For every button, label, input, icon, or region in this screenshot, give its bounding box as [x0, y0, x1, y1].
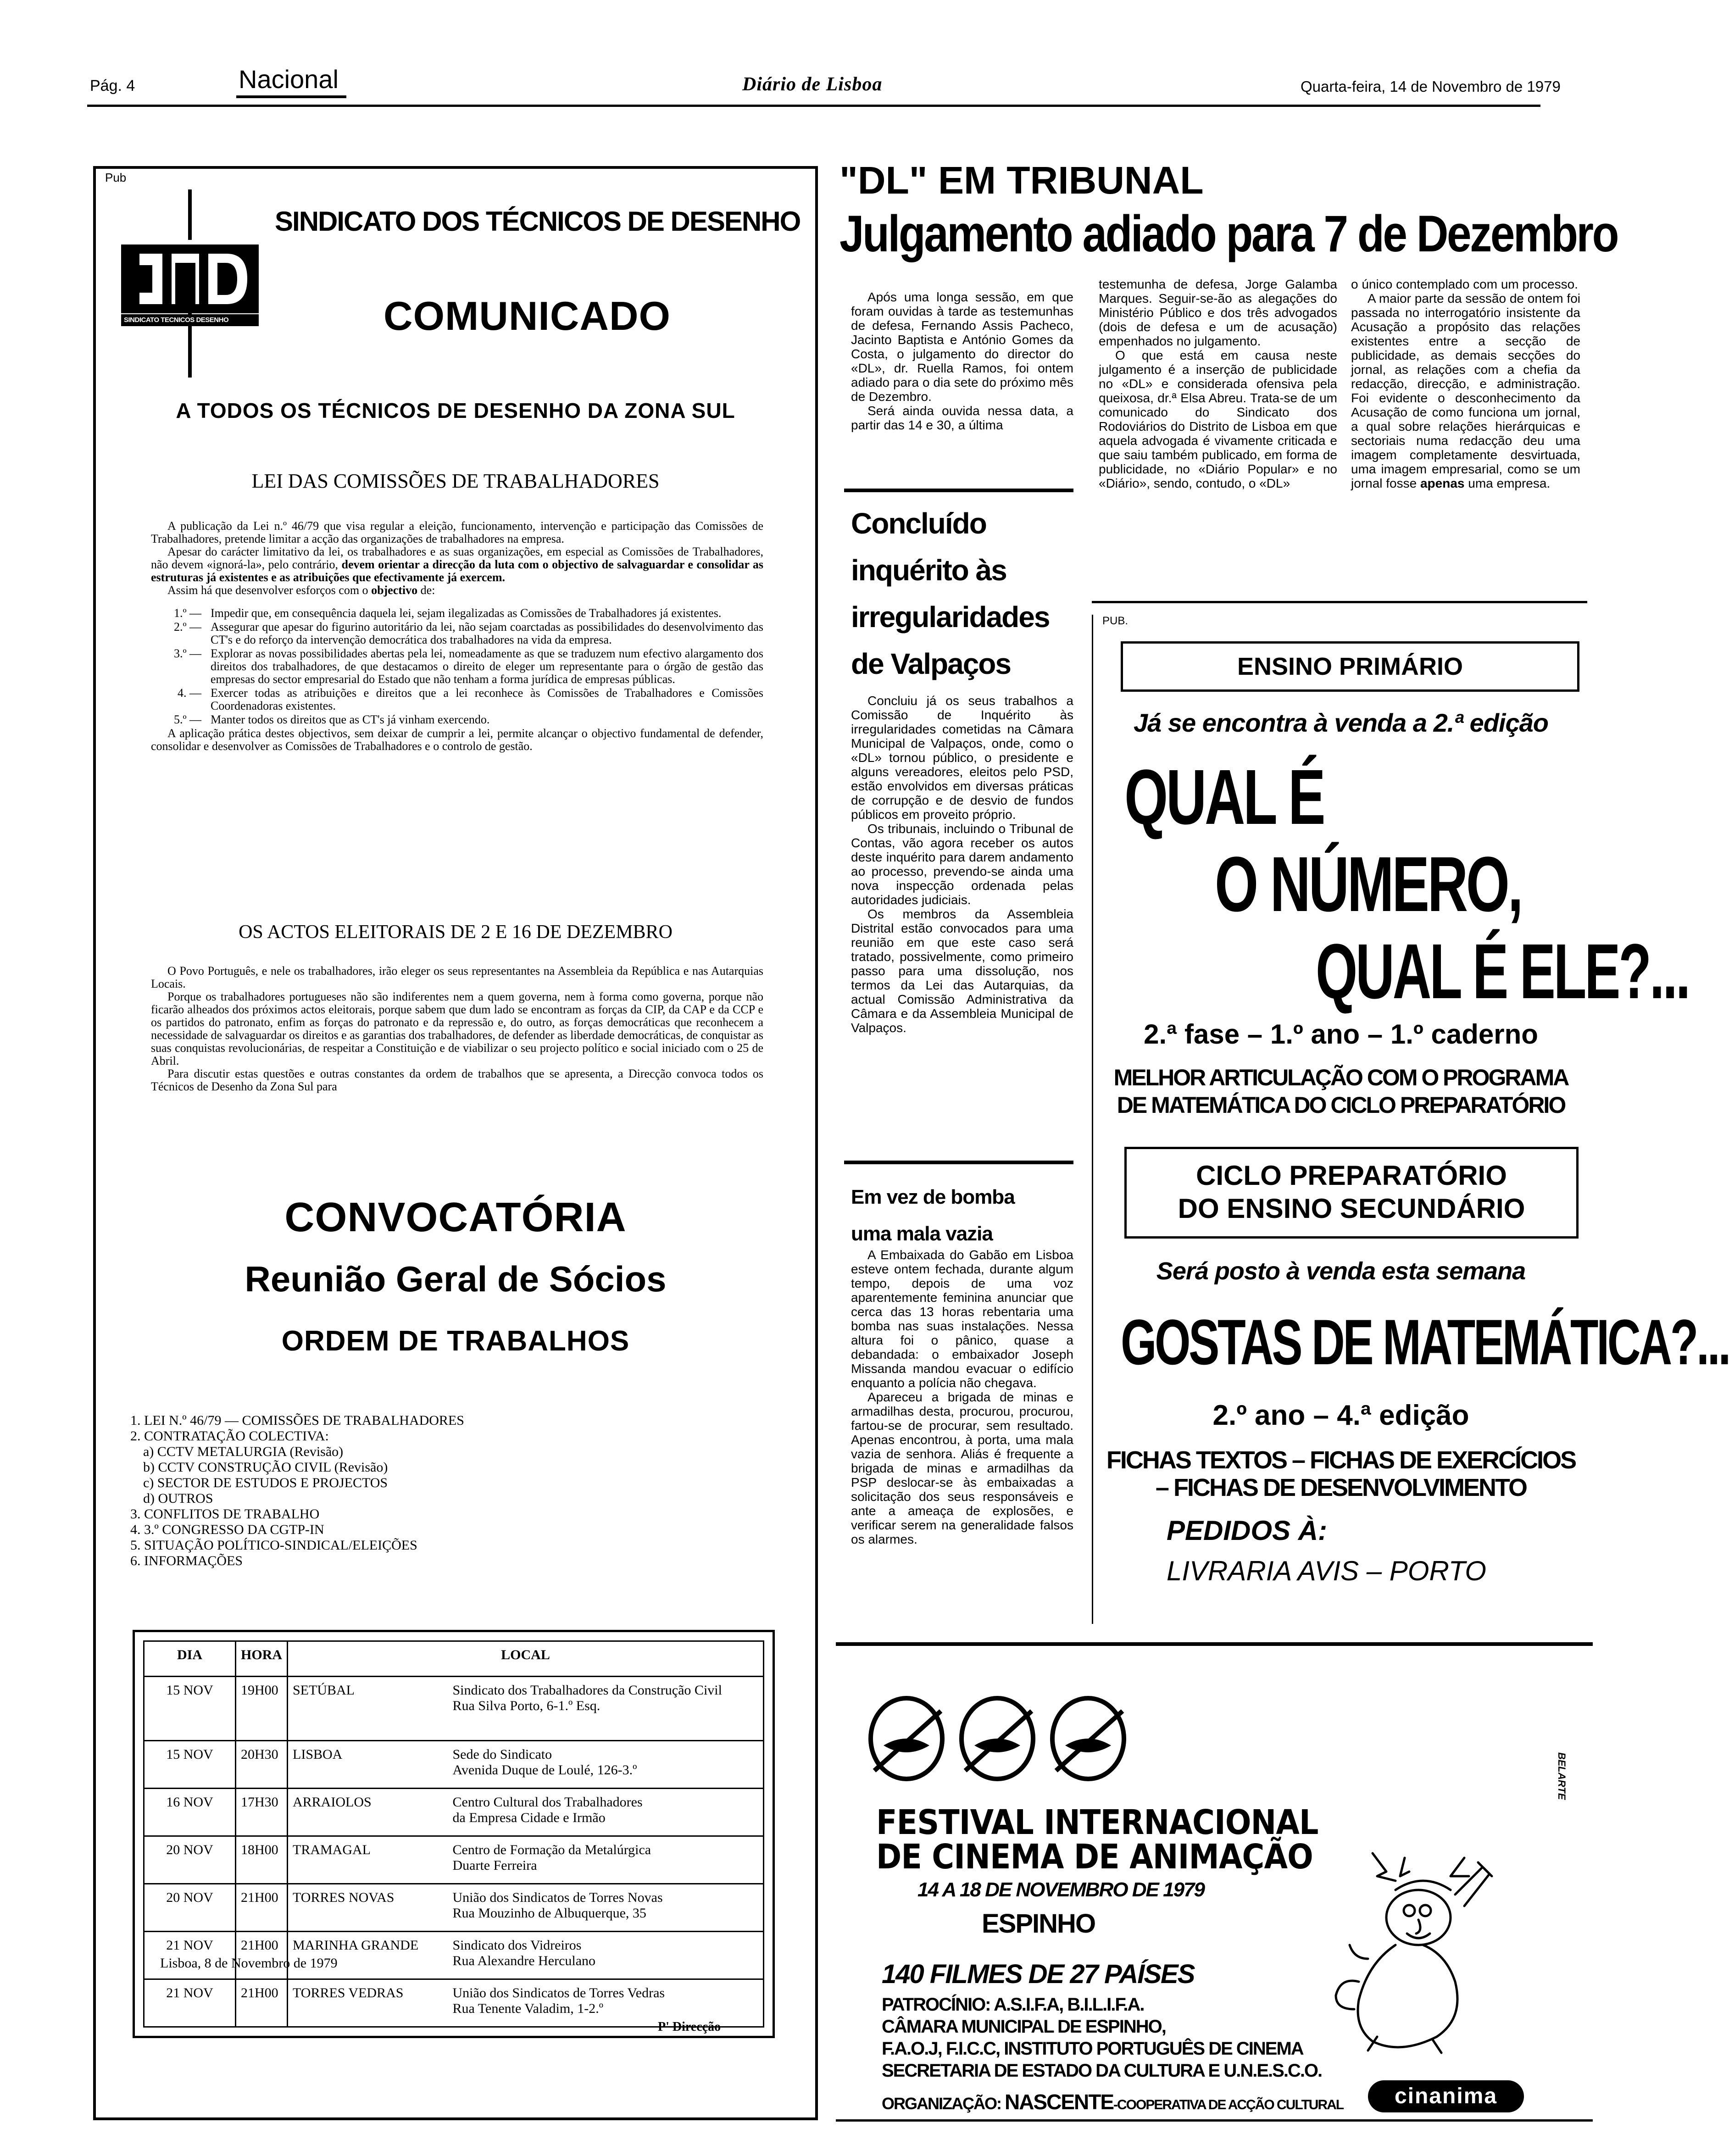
article-kicker: "DL" EM TRIBUNAL: [839, 159, 1204, 202]
table-row: [144, 1884, 764, 1932]
brief1-body: [851, 694, 1073, 1035]
objective-number: 4. —: [178, 686, 201, 700]
agenda-list: [130, 1413, 464, 1569]
objective-text: Manter todos os direitos que as CT's já vinham exercendo.: [211, 713, 490, 726]
address-line: União dos Sindicatos de Torres Novas: [452, 1890, 663, 1905]
cinanima-brand: cinanima: [1394, 2084, 1498, 2108]
union-logo-icon: [121, 189, 259, 378]
agenda-item: 5. SITUAÇÃO POLÍTICO-SINDICAL/ELEIÇÕES: [130, 1538, 417, 1553]
address-line: Rua Mouzinho de Albuquerque, 35: [452, 1906, 646, 1921]
objective-number: 2.º —: [173, 620, 201, 633]
address-line: da Empresa Cidade e Irmão: [452, 1810, 606, 1825]
table-row: [144, 1789, 764, 1836]
agenda-subitem: d) OUTROS: [143, 1491, 213, 1506]
page-bottom-rule: [836, 2119, 1593, 2122]
law-paragraph-2: [151, 545, 763, 584]
brief1-headline: [851, 500, 1049, 687]
primary-school-label: ENSINO PRIMÁRIO: [1237, 653, 1463, 680]
cell-dia: 15 NOV: [144, 1741, 236, 1789]
cell-address: [448, 1932, 764, 1979]
article-text: A maior parte da sessão de ontem foi passada no interrogatório insistente da Acusação a propósito das relações existentes entre a secção de publicidade, as demais secções do jornal, as relações com a chefia da redacção, direcção, e administração. Foi evidente o desconhecimento da Acusação de como funciona um jornal, a qual sobre relações hierárquicas e sectoriais numa redacção deu uma imagem completamente desvirtuada, uma imagem empresarial, como se um jornal fosse: [1351, 291, 1580, 490]
objective-number: 5.º —: [173, 713, 201, 726]
brief2-headline: [851, 1179, 1015, 1252]
brief2-headline-line: Em vez de bomba: [851, 1186, 1015, 1208]
acts-paragraph-3: Para discutir estas questões e outras constantes da ordem de trabalhos que se apresenta, a Direcção convoca todos os Técnicos de Desenho da Zona Sul para: [151, 1067, 763, 1093]
agenda-item: 1. LEI N.º 46/79 — COMISSÕES DE TRABALHADORES: [130, 1413, 464, 1428]
comunicado-title: COMUNICADO: [384, 293, 671, 339]
cell-place: TORRES VEDRAS: [288, 1979, 448, 2027]
cell-address: [448, 1789, 764, 1836]
acts-text: [151, 965, 763, 1093]
table-row: [144, 1741, 764, 1789]
signoff: P' Direcção: [658, 2020, 721, 2034]
festival-logo-icons: [865, 1693, 1131, 1784]
cell-hora: 20H30: [236, 1741, 288, 1789]
signoff-date: Lisboa, 8 de Novembro de 1979: [160, 1956, 338, 1971]
cell-address: [448, 1836, 764, 1884]
address-line: União dos Sindicatos de Torres Vedras: [452, 1985, 665, 2000]
cell-dia: 15 NOV: [144, 1677, 236, 1741]
brief1-headline-line: inquérito às: [851, 554, 1006, 587]
cell-hora: 19H00: [236, 1677, 288, 1741]
article-paragraph: testemunha de defesa, Jorge Galamba Marques. Seguir-se-ão as alegações do Ministério Público e dos três advogados (dois de defesa e um de acusação) empenhados no julgamento.: [1099, 277, 1337, 348]
law-p2-b: devem orientar a direcção da luta com o objectivo de salvaguardar e consolidar as estruturas já existentes e as atribuições que efectivamente já exercem.: [151, 558, 763, 584]
cartoon-illustration-icon: [1327, 1844, 1519, 2055]
cell-place: ARRAIOLOS: [288, 1789, 448, 1836]
address-line: Avenida Duque de Loulé, 126-3.º: [452, 1762, 637, 1778]
book-subtitle-4b: – FICHAS DE DESENVOLVIMENTO: [1155, 1474, 1527, 1501]
objective-item: [151, 713, 763, 726]
brief-divider: [844, 1161, 1073, 1164]
agenda-item: 3. CONFLITOS DE TRABALHO: [130, 1506, 320, 1522]
book-ad: [1092, 615, 1729, 1624]
objective-item: [151, 607, 763, 620]
objective-item: [151, 621, 763, 646]
festival-line-2: DE CINEMA DE ANIMAÇÃO: [876, 1837, 1313, 1877]
address-line: Centro de Formação da Metalúrgica: [452, 1842, 651, 1857]
cell-place: TORRES NOVAS: [288, 1884, 448, 1932]
cell-hora: 21H00: [236, 1979, 288, 2027]
acts-paragraph-2: Porque os trabalhadores portugueses não são indiferentes nem a quem governa, nem à forma como governa, porque não ficarão alheados dos próximos actos eleitorais, porque sabem que dum lado se encontram as forças da CIP, da CAP e da CCP e os partidos do patronato, enfim as forças do patronato e da repressão e, do outro, as forças democráticas que reconhecem a necessidade de salvaguardar os direitos e as garantias dos trabalhadores, de defender as liberdade democráticas, de conquistar as suas conquistas revolucionárias, de respeitar a Constituição e de viabilizar o seu projecto político e social iniciado com o 25 de Abril.: [151, 990, 763, 1067]
section-underline: [236, 95, 346, 98]
book-title-4: GOSTAS DE MATEMÁTICA?...: [1121, 1306, 1729, 1378]
festival-organizer: [882, 2089, 1343, 2114]
objective-text: Assegurar que apesar do figurino autoritário da lei, não sejam coarctadas as possibilidades do desenvolvimento das CT's e do reforço da intervenção democrática dos trabalhadores na vida da empresa.: [211, 620, 763, 646]
law-text: [151, 520, 763, 753]
agenda-subitem: b) CCTV CONSTRUÇÃO CIVIL (Revisão): [143, 1460, 388, 1475]
address-line: Sede do Sindicato: [452, 1747, 552, 1762]
table-row: [144, 1677, 764, 1741]
festival-ad: [836, 1651, 1593, 2128]
festival-line-1: FESTIVAL INTERNACIONAL: [876, 1803, 1318, 1842]
cell-dia: 21 NOV: [144, 1979, 236, 2027]
law-p2-a: Apesar do carácter limitativo da lei, os trabalhadores e as suas organizações, em especial as Comissões de Trabalhadores, não devem «ignorá-la», pelo contrário,: [151, 545, 763, 571]
pub-label: PUB.: [1102, 615, 1129, 627]
convocatoria-title: CONVOCATÓRIA: [284, 1195, 627, 1240]
column-rule: [844, 489, 1073, 492]
meeting-title: Reunião Geral de Sócios: [245, 1259, 667, 1299]
law-p3-a: Assim há que desenvolver esforços com o: [167, 583, 372, 597]
festival-films: 140 FILMES DE 27 PAÍSES: [882, 1959, 1195, 1989]
cell-hora: 17H30: [236, 1789, 288, 1836]
address-line: Rua Alexandre Herculano: [452, 1953, 596, 1968]
union-ad: [93, 166, 818, 2120]
article-paragraph: o único contemplado com um processo.: [1351, 277, 1578, 291]
book-subtitle-2a: MELHOR ARTICULAÇÃO COM O PROGRAMA: [1113, 1065, 1568, 1090]
schedule-table-wrap: [133, 1630, 775, 2038]
article-col-3: [1351, 277, 1580, 490]
page-header: [0, 0, 1615, 101]
article-col-1: [851, 290, 1073, 432]
schedule-header-row: [144, 1641, 764, 1677]
cell-dia: 21 NOV: [144, 1932, 236, 1979]
cinanima-logo: [1368, 2080, 1524, 2112]
festival-dates: 14 A 18 DE NOVEMBRO DE 1979: [917, 1878, 1204, 1901]
cell-hora: 18H00: [236, 1836, 288, 1884]
objective-item: [151, 687, 763, 712]
agenda-item: 6. INFORMAÇÕES: [130, 1553, 243, 1568]
brief1-paragraph: Os membros da Assembleia Distrital estão convocados para uma reunião em que este caso será tratado, possivelmente, como primeiro passo para uma dissolução, nos termos da Lei das Autarquias, da actual Comissão Administrativa da Câmara e da Assembleia Municipal de Valpaços.: [851, 907, 1073, 1035]
article-paragraph: [1351, 291, 1580, 490]
orders-label: PEDIDOS À:: [1167, 1515, 1328, 1546]
cell-hora: 21H00: [236, 1884, 288, 1932]
book-title-1: QUAL É: [1124, 754, 1324, 841]
article-paragraph: Será ainda ouvida nessa data, a partir das 14 e 30, a última: [851, 404, 1073, 432]
agenda-title: ORDEM DE TRABALHOS: [281, 1325, 630, 1357]
festival-sponsor-1: PATROCÍNIO: A.S.I.F.A, B.I.L.I.F.A.: [882, 1995, 1144, 2015]
agenda-subitem: a) CCTV METALURGIA (Revisão): [143, 1444, 344, 1459]
address-line: Sindicato dos Trabalhadores da Construção Civil: [452, 1683, 722, 1698]
address-line: Rua Tenente Valadim, 1-2.º: [452, 2001, 604, 2016]
article-paragraph: O que está em causa neste julgamento é a inserção de publicidade no «DL» e considerada ofensiva pela queixosa, dr.ª Elsa Abreu. Trata-se de um comunicado do Sindicato dos Rodoviários do Distrito de Lisboa em que aquela advogada é vivamente criticada e que saiu também publicado, em forma de publicidade, no «Diário Popular» e no «Diário», sendo, contudo, o «DL»: [1099, 348, 1337, 490]
secondary-school-line: CICLO PREPARATÓRIO: [1196, 1160, 1507, 1191]
address-line: Duarte Ferreira: [452, 1858, 537, 1873]
acts-paragraph-1: O Povo Português, e nele os trabalhadores, irão eleger os seus representantes na Assembleia da República e nas Autarquias Locais.: [151, 964, 763, 990]
article-paragraph: Após uma longa sessão, em que foram ouvidas à tarde as testemunhas de defesa, Fernando Assis Pacheco, Jacinto Baptista e António Gomes da Costa, o julgamento do director do «DL», dr. Ruella Ramos, foi ontem adiado para o dia sete do próximo mês de Dezembro.: [851, 290, 1073, 404]
law-paragraph-4: A aplicação prática destes objectivos, sem deixar de cumprir a lei, permite alcançar o objectivo fundamental de defender, consolidar e desenvolver as Comissões de Trabalhadores e o controlo de gestão.: [151, 727, 763, 753]
brief1-paragraph: Concluiu já os seus trabalhos a Comissão de Inquérito às irregularidades cometidas na Câmara Municipal de Valpaços, onde, como o «DL» tornou público, o presidente e alguns vereadores, eleitos pelo PSD, estão envolvidos em diversas práticas de corrupção e de desvio de fundos públicos em proveito próprio.: [851, 694, 1073, 822]
table-row: [144, 1836, 764, 1884]
cell-dia: 20 NOV: [144, 1884, 236, 1932]
col-hora: HORA: [236, 1641, 288, 1677]
brief2-body: [851, 1248, 1073, 1546]
cell-address: [448, 1677, 764, 1741]
objective-number: 1.º —: [173, 606, 201, 620]
objective-text: Explorar as novas possibilidades abertas pela lei, nomeadamente as que se traduzem num efectivo alargamento dos direitos dos trabalhadores, de que destacamos o direito de eleger um representante para o órgão de gestão das empresas do sector empresarial do Estado que não tenham a forma jurídica de empresas públicas.: [211, 647, 763, 686]
cell-hora: 21H00: [236, 1932, 288, 1979]
festival-sponsor-3: F.A.O.J, F.I.C.C, INSTITUTO PORTUGUÊS DE CINEMA: [882, 2039, 1303, 2059]
festival-city: ESPINHO: [982, 1909, 1095, 1939]
objective-text: Exercer todas as atribuições e direitos que a lei reconhece às Comissões de Trabalhadores e Comissões Coordenadoras existentes.: [211, 686, 763, 712]
organizer-desc: -COOPERATIVA DE ACÇÃO CULTURAL: [1113, 2097, 1344, 2112]
article-text: uma empresa.: [1464, 476, 1551, 490]
brief2-headline-line: uma mala vazia: [851, 1222, 993, 1245]
brief1-headline-line: Concluído: [851, 507, 986, 540]
cell-address: [448, 1884, 764, 1932]
brief1-headline-line: irregularidades: [851, 600, 1050, 633]
newspaper-name: Diário de Lisboa: [742, 74, 883, 95]
book-subtitle-1: 2.ª fase – 1.º ano – 1.º caderno: [1144, 1019, 1538, 1050]
pub-label: Pub: [105, 171, 127, 184]
section-title: Nacional: [239, 65, 339, 94]
book-subtitle-3: 2.º ano – 4.ª edição: [1212, 1400, 1469, 1431]
address-line: Sindicato dos Vidreiros: [452, 1938, 582, 1953]
artist-signature: BELARTE: [1556, 1752, 1568, 1800]
book-title-2: O NÚMERO,: [1215, 841, 1522, 928]
brief1-paragraph: Os tribunais, incluindo o Tribunal de Contas, vão agora receber os autos deste inquérito para darem andamento ao processo, prevendo-se ainda uma nova inspecção ordenada pelas autoridades judiciais.: [851, 822, 1073, 907]
issue-date: Quarta-feira, 14 de Novembro de 1979: [1301, 78, 1561, 95]
objectives-list: [151, 607, 763, 726]
primary-school-box: [1121, 641, 1579, 692]
cell-dia: 16 NOV: [144, 1789, 236, 1836]
book-title-3: QUAL É ELE?...: [1316, 928, 1689, 1015]
agenda-item: 4. 3.º CONGRESSO DA CGTP-IN: [130, 1522, 324, 1537]
address-line: Centro Cultural dos Trabalhadores: [452, 1795, 643, 1810]
cell-dia: 20 NOV: [144, 1836, 236, 1884]
header-rule: [87, 105, 1540, 107]
book-subtitle-4a: FICHAS TEXTOS – FICHAS DE EXERCÍCIOS: [1106, 1446, 1576, 1474]
law-p3-c: de:: [417, 583, 435, 597]
cell-place: LISBOA: [288, 1741, 448, 1789]
book-subtitle-2b: DE MATEMÁTICA DO CICLO PREPARATÓRIO: [1117, 1092, 1565, 1118]
festival-sponsor-4: SECRETARIA DE ESTADO DA CULTURA E U.N.E.S.C.O.: [882, 2061, 1322, 2081]
edition-note: Já se encontra à venda a 2.ª edição: [1134, 708, 1548, 737]
union-name: SINDICATO DOS TÉCNICOS DE DESENHO: [275, 206, 801, 237]
law-paragraph-3: [151, 584, 763, 597]
article-col-2: [1099, 277, 1337, 490]
festival-sponsor-2: CÂMARA MUNICIPAL DE ESPINHO,: [882, 2017, 1166, 2037]
secondary-school-line: DO ENSINO SECUNDÁRIO: [1178, 1193, 1525, 1224]
organizer-label: ORGANIZAÇÃO:: [882, 2094, 1005, 2113]
logo-caption: SINDICATO TECNICOS DESENHO: [124, 316, 229, 324]
col-dia: DIA: [144, 1641, 236, 1677]
law-paragraph-1: A publicação da Lei n.º 46/79 que visa regular a eleição, funcionamento, intervenção e participação das Comissões de Trabalhadores, pretende limitar a acção das organizações de trabalhadores na empresa.: [151, 519, 763, 545]
page-number: Pág. 4: [90, 77, 135, 94]
law-p3-b: objectivo: [371, 583, 418, 597]
shop-name: LIVRARIA AVIS – PORTO: [1167, 1556, 1486, 1586]
column-rule: [1092, 601, 1587, 603]
addressed-line: A TODOS OS TÉCNICOS DE DESENHO DA ZONA SUL: [176, 399, 735, 422]
organizer-name: NASCENTE: [1004, 2090, 1114, 2114]
agenda-item: 2. CONTRATAÇÃO COLECTIVA:: [130, 1428, 329, 1444]
objective-item: [151, 647, 763, 686]
article-emphasis: apenas: [1420, 476, 1465, 490]
cell-place: SETÚBAL: [288, 1677, 448, 1741]
brief2-paragraph: Apareceu a brigada de minas e armadilhas desta, procurou, procurou, fartou-se de procurar, sem resultado. Apenas encontrou, à porta, uma mala vazia de senhora. Aliás é frequente a brigada de minas e armadilhas da PSP deslocar-se às embaixadas a solicitação dos seus responsáveis e ante a ameaça de explosões, e verificar serem na generalidade falsos os alarmes.: [851, 1390, 1073, 1546]
address-line: Rua Silva Porto, 6-1.º Esq.: [452, 1698, 600, 1713]
acts-heading: OS ACTOS ELEITORAIS DE 2 E 16 DE DEZEMBRO: [239, 922, 673, 943]
article-headline: Julgamento adiado para 7 de Dezembro: [839, 205, 1618, 262]
brief1-headline-line: de Valpaços: [851, 647, 1011, 680]
week-note: Será posto à venda esta semana: [1156, 1257, 1526, 1285]
col-local: LOCAL: [288, 1641, 764, 1677]
law-heading: LEI DAS COMISSÕES DE TRABALHADORES: [251, 470, 660, 492]
cell-address: [448, 1741, 764, 1789]
secondary-school-box: [1124, 1147, 1579, 1239]
objective-text: Impedir que, em consequência daquela lei, sejam ilegalizadas as Comissões de Trabalhadores já existentes.: [211, 606, 722, 620]
agenda-subitem: c) SECTOR DE ESTUDOS E PROJECTOS: [143, 1475, 388, 1490]
cell-place: TRAMAGAL: [288, 1836, 448, 1884]
festival-top-rule: [836, 1642, 1593, 1646]
objective-number: 3.º —: [173, 647, 201, 660]
brief2-paragraph: A Embaixada do Gabão em Lisboa esteve ontem fechada, durante algum tempo, depois de uma voz aparentemente feminina anunciar que cerca das 13 horas rebentaria uma bomba nas suas instalações. Nessa altura foi o pânico, quase a debandada: o embaixador Joseph Missanda mandou evacuar o edifício enquanto a polícia não chegava.: [851, 1248, 1073, 1390]
cell-place: MARINHA GRANDE: [288, 1932, 448, 1979]
